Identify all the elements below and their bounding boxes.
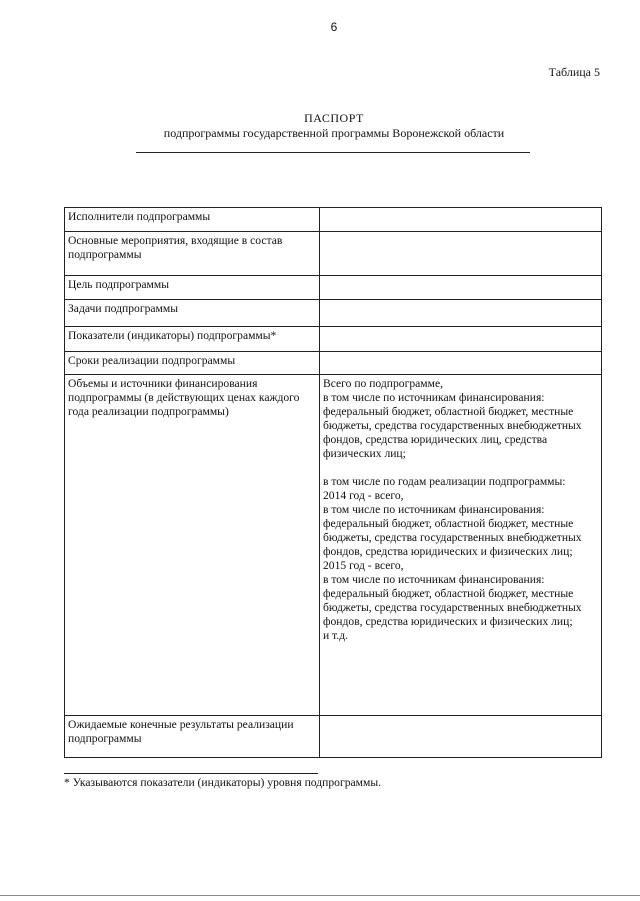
document-title: ПАСПОРТ	[304, 111, 364, 125]
passport-table	[64, 207, 602, 758]
table-row-indicators	[65, 327, 602, 352]
title-underline	[136, 152, 530, 153]
row-value: Всего по подпрограмме, в том числе по источникам финансирования: федеральный бюджет, областной бюджет, местные бюджеты, средства государственных внебюджетных фондов, средства юридических лиц, средства физических лиц; в том числе по годам реализации подпрограммы: 2014 год - всего, в том числе по источникам финансирования: федеральный бюджет, областной бюджет, местные бюджеты, средства государственных внебюджетных фондов, средства юридических и физических лиц; 2015 год - всего, в том числе по источникам финансирования: федеральный бюджет, областной бюджет, местные бюджеты, средства государственных внебюджетных фондов, средства юридических и физических лиц; и т.д.	[320, 375, 602, 716]
footnote-separator	[64, 773, 318, 774]
table-row-goal	[65, 276, 602, 300]
table-row-main-activities	[65, 232, 602, 276]
table-row-timeline	[65, 352, 602, 375]
row-value	[320, 232, 602, 276]
table-row-expected-results	[65, 716, 602, 758]
page-number: 6	[330, 20, 338, 34]
row-value	[320, 208, 602, 232]
row-value	[320, 300, 602, 327]
row-label: Объемы и источники финансирования подпрограммы (в действующих ценах каждого года реализации подпрограммы)	[65, 375, 320, 716]
row-value	[320, 352, 602, 375]
row-label: Ожидаемые конечные результаты реализации подпрограммы	[65, 716, 320, 758]
table-row-financing	[65, 375, 602, 716]
row-label: Основные мероприятия, входящие в состав подпрограммы	[65, 232, 320, 276]
table-row-tasks	[65, 300, 602, 327]
row-value	[320, 716, 602, 758]
footnote: * Указываются показатели (индикаторы) уровня подпрограммы.	[64, 776, 382, 789]
table-row-executors	[65, 208, 602, 232]
row-value	[320, 327, 602, 352]
row-label: Задачи подпрограммы	[65, 300, 320, 327]
row-label: Цель подпрограммы	[65, 276, 320, 300]
row-label: Сроки реализации подпрограммы	[65, 352, 320, 375]
document-subtitle: подпрограммы государственной программы Воронежской области	[163, 126, 505, 140]
table-label: Таблица 5	[548, 65, 600, 79]
row-label: Показатели (индикаторы) подпрограммы*	[65, 327, 320, 352]
row-value	[320, 276, 602, 300]
scan-edge-line	[0, 895, 640, 896]
row-label: Исполнители подпрограммы	[65, 208, 320, 232]
